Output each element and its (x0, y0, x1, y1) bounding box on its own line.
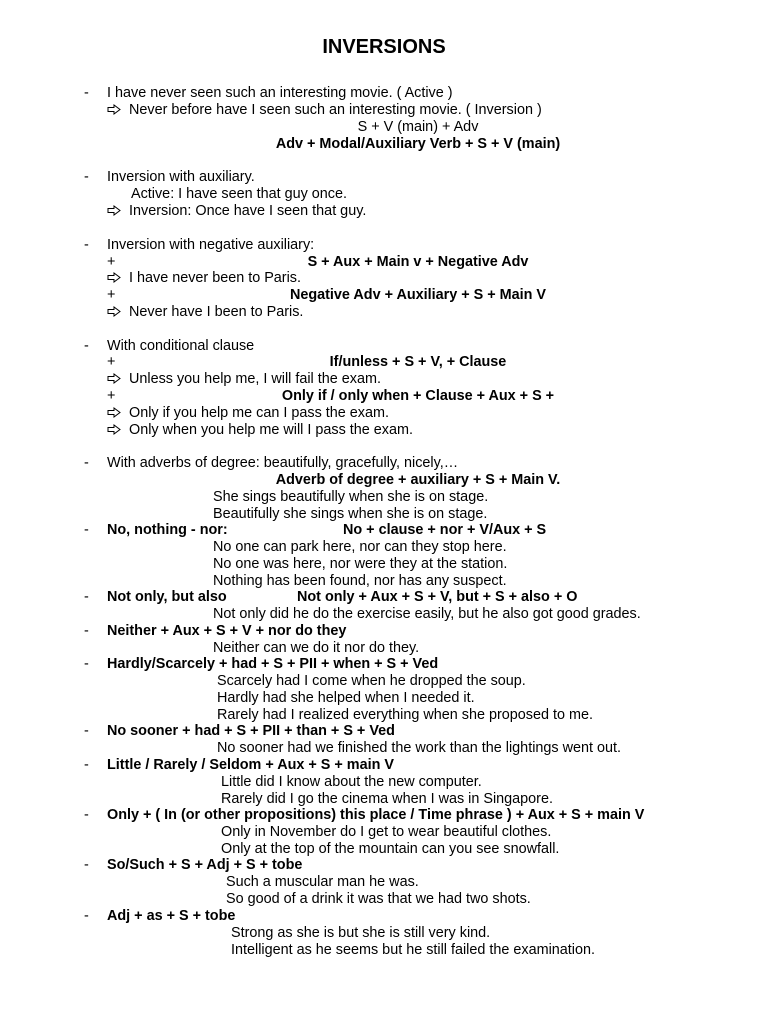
s10-example-1: No sooner had we finished the work than the lightings went out. (217, 740, 621, 756)
s8-example-1: Neither can we do it nor do they. (213, 640, 420, 656)
s13-example-2: So good of a drink it was that we had two shots. (226, 891, 531, 907)
bullet-dash: - (84, 723, 89, 739)
s3-line-3: Never have I been to Paris. (107, 304, 303, 321)
s7-heading: Not only, but also (107, 589, 227, 605)
s6-example-1: No one can park here, nor can they stop here. (213, 539, 507, 555)
bullet-plus: + (107, 287, 116, 303)
s5-formula-1: Adverb of degree + auxiliary + S + Main V. (275, 472, 561, 488)
s14-heading: Adj + as + S + tobe (107, 908, 236, 924)
s3-line-1: Inversion with negative auxiliary: (107, 237, 315, 253)
s5-line-1: With adverbs of degree: beautifully, gracefully, nicely,… (107, 455, 459, 471)
s9-example-1: Scarcely had I come when he dropped the soup. (217, 673, 526, 689)
s11-heading: Little / Rarely / Seldom + Aux + S + main V (107, 757, 394, 773)
s14-example-1: Strong as she is but she is still very kind. (231, 925, 491, 941)
bullet-dash: - (84, 757, 89, 773)
bullet-dash: - (84, 85, 89, 101)
arrow-icon (107, 304, 129, 321)
s11-example-1: Little did I know about the new computer. (221, 774, 482, 790)
bullet-dash: - (84, 338, 89, 354)
arrow-icon (107, 422, 129, 439)
s1-line-2: Never before have I seen such an interesting movie. ( Inversion ) (107, 102, 542, 119)
s6-formula: No + clause + nor + V/Aux + S (343, 522, 547, 538)
bullet-dash: - (84, 589, 89, 605)
bullet-dash: - (84, 455, 89, 471)
s1-formula-1: S + V (main) + Adv (357, 119, 479, 135)
s13-example-1: Such a muscular man he was. (226, 874, 419, 890)
s14-example-2: Intelligent as he seems but he still failed the examination. (231, 942, 595, 958)
s3-line-2: I have never been to Paris. (107, 270, 301, 287)
bullet-dash: - (84, 857, 89, 873)
bullet-plus: + (107, 388, 116, 404)
s6-heading: No, nothing - nor: (107, 522, 228, 538)
bullet-dash: - (84, 807, 89, 823)
bullet-dash: - (84, 237, 89, 253)
s6-example-3: Nothing has been found, nor has any suspect. (213, 573, 507, 589)
s4-formula-2: Only if / only when + Clause + Aux + S + (281, 388, 555, 404)
s12-heading: Only + ( In (or other propositions) this place / Time phrase ) + Aux + S + main V (107, 807, 645, 823)
s1-line-1: I have never seen such an interesting movie. ( Active ) (107, 85, 453, 101)
s3-formula-1: S + Aux + Main v + Negative Adv (307, 254, 529, 270)
s5-example-1: She sings beautifully when she is on stage. (213, 489, 489, 505)
s9-example-3: Rarely had I realized everything when she proposed to me. (217, 707, 593, 723)
arrow-icon (107, 102, 129, 119)
s2-line-3: Inversion: Once have I seen that guy. (107, 203, 366, 220)
s5-example-2: Beautifully she sings when she is on stage. (213, 506, 488, 522)
page-title: INVERSIONS (322, 36, 446, 58)
bullet-dash: - (84, 623, 89, 639)
bullet-plus: + (107, 354, 116, 370)
s13-heading: So/Such + S + Adj + S + tobe (107, 857, 303, 873)
s6-example-2: No one was here, nor were they at the station. (213, 556, 508, 572)
s4-line-1: With conditional clause (107, 338, 255, 354)
s1-formula-2: Adv + Modal/Auxiliary Verb + S + V (main) (275, 136, 561, 152)
s4-line-3: Only if you help me can I pass the exam. (107, 405, 389, 422)
s9-heading: Hardly/Scarcely + had + S + PII + when + S + Ved (107, 656, 439, 672)
bullet-dash: - (84, 169, 89, 185)
bullet-plus: + (107, 254, 116, 270)
arrow-icon (107, 270, 129, 287)
s9-example-2: Hardly had she helped when I needed it. (217, 690, 475, 706)
arrow-icon (107, 203, 129, 220)
s4-formula-1: If/unless + S + V, + Clause (329, 354, 507, 370)
bullet-dash: - (84, 656, 89, 672)
s12-example-1: Only in November do I get to wear beautiful clothes. (221, 824, 552, 840)
s4-line-2: Unless you help me, I will fail the exam. (107, 371, 381, 388)
s3-formula-2: Negative Adv + Auxiliary + S + Main V (289, 287, 547, 303)
s2-line-2: Active: I have seen that guy once. (131, 186, 347, 202)
arrow-icon (107, 405, 129, 422)
bullet-dash: - (84, 908, 89, 924)
s7-formula: Not only + Aux + S + V, but + S + also + O (297, 589, 578, 605)
s4-line-4: Only when you help me will I pass the exam. (107, 422, 413, 439)
s8-heading: Neither + Aux + S + V + nor do they (107, 623, 347, 639)
s12-example-2: Only at the top of the mountain can you see snowfall. (221, 841, 560, 857)
bullet-dash: - (84, 522, 89, 538)
arrow-icon (107, 371, 129, 388)
s10-heading: No sooner + had + S + PII + than + S + Ved (107, 723, 395, 739)
s11-example-2: Rarely did I go the cinema when I was in Singapore. (221, 791, 553, 807)
s7-example-1: Not only did he do the exercise easily, but he also got good grades. (213, 606, 641, 622)
s2-line-1: Inversion with auxiliary. (107, 169, 255, 185)
